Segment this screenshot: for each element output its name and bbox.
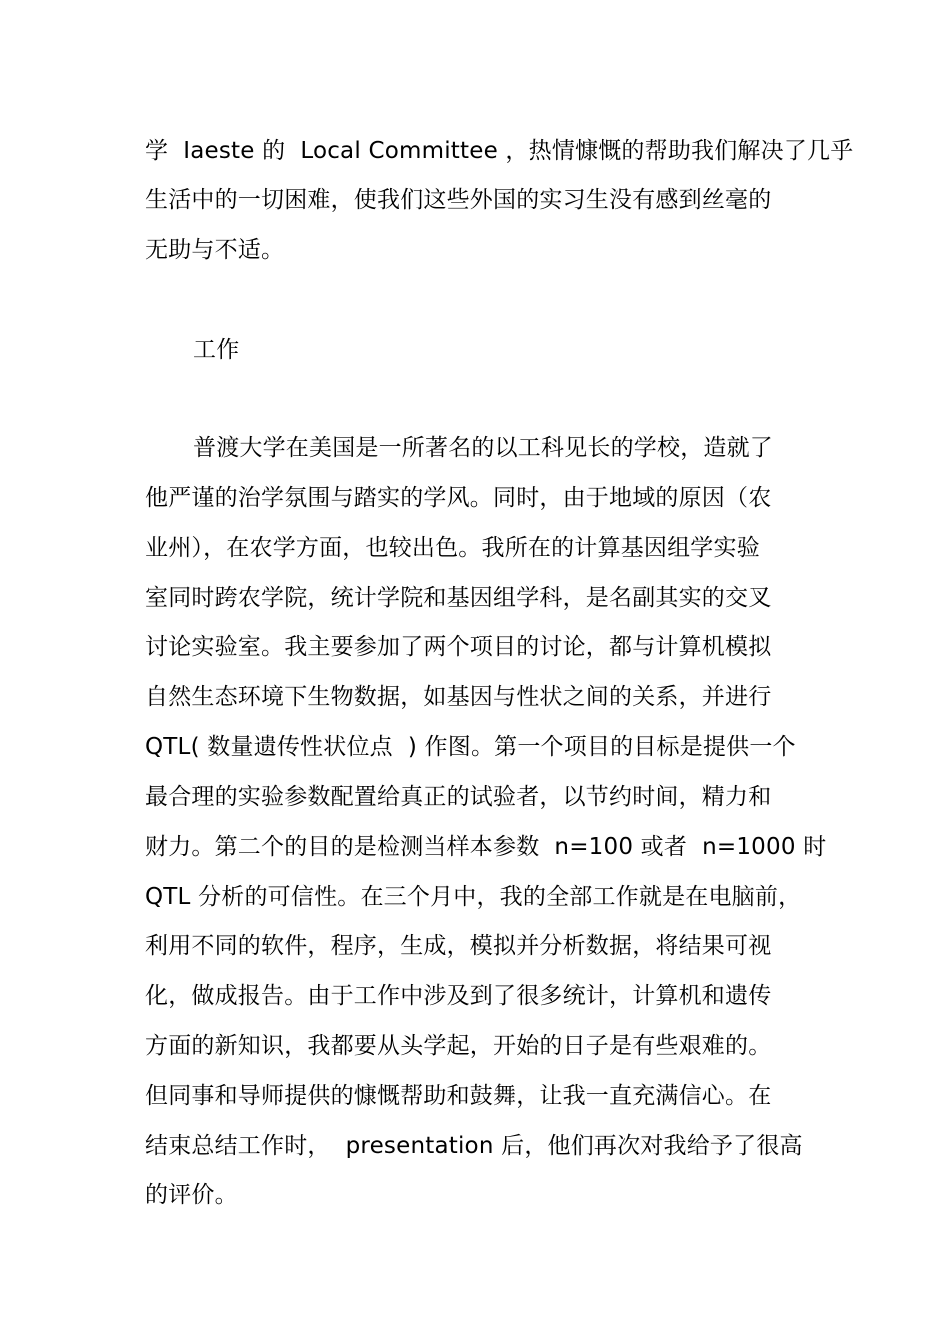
body-line-6: 自然生态环境下生物数据，如基因与性状之间的关系，并进行 (145, 684, 772, 710)
body-line-2: 他严谨的治学氛围与踏实的学风。同时，由于地域的原因（农 (145, 485, 772, 511)
body-line-15: 结束总结工作时， presentation 后，他们再次对我给予了很高 (145, 1133, 803, 1159)
body-line-11: 利用不同的软件，程序，生成，模拟并分析数据，将结果可视 (145, 933, 772, 959)
body-line-4: 室同时跨农学院，统计学院和基因组学科，是名副其实的交叉 (145, 585, 772, 611)
intro-line-1: 学 Iaeste 的 Local Committee ，热情慷慨的帮助我们解决了几乎 (145, 138, 854, 164)
intro-line-3: 无助与不适。 (145, 237, 285, 263)
body-line-7: QTL( 数量遗传性状位点 ) 作图。第一个项目的目标是提供一个 (145, 734, 796, 760)
body-line-1: 普渡大学在美国是一所著名的以工科见长的学校，造就了 (193, 435, 773, 461)
body-line-12: 化，做成报告。由于工作中涉及到了很多统计，计算机和遗传 (145, 983, 772, 1009)
section-heading: 工作 (193, 337, 240, 363)
intro-line-2: 生活中的一切困难，使我们这些外国的实习生没有感到丝毫的 (145, 187, 772, 213)
body-line-13: 方面的新知识，我都要从头学起，开始的日子是有些艰难的。 (145, 1033, 772, 1059)
body-line-14: 但同事和导师提供的慷慨帮助和鼓舞，让我一直充满信心。在 (145, 1083, 772, 1109)
body-line-5: 讨论实验室。我主要参加了两个项目的讨论，都与计算机模拟 (145, 634, 772, 660)
body-line-16: 的评价。 (145, 1182, 238, 1208)
body-line-10: QTL 分析的可信性。在三个月中，我的全部工作就是在电脑前， (145, 884, 802, 910)
body-line-9: 财力。第二个的目的是检测当样本参数 n=100 或者 n=1000 时 (145, 834, 827, 860)
body-line-3: 业州），在农学方面，也较出色。我所在的计算基因组学实验 (145, 535, 760, 561)
body-line-8: 最合理的实验参数配置给真正的试验者，以节约时间，精力和 (145, 784, 772, 810)
